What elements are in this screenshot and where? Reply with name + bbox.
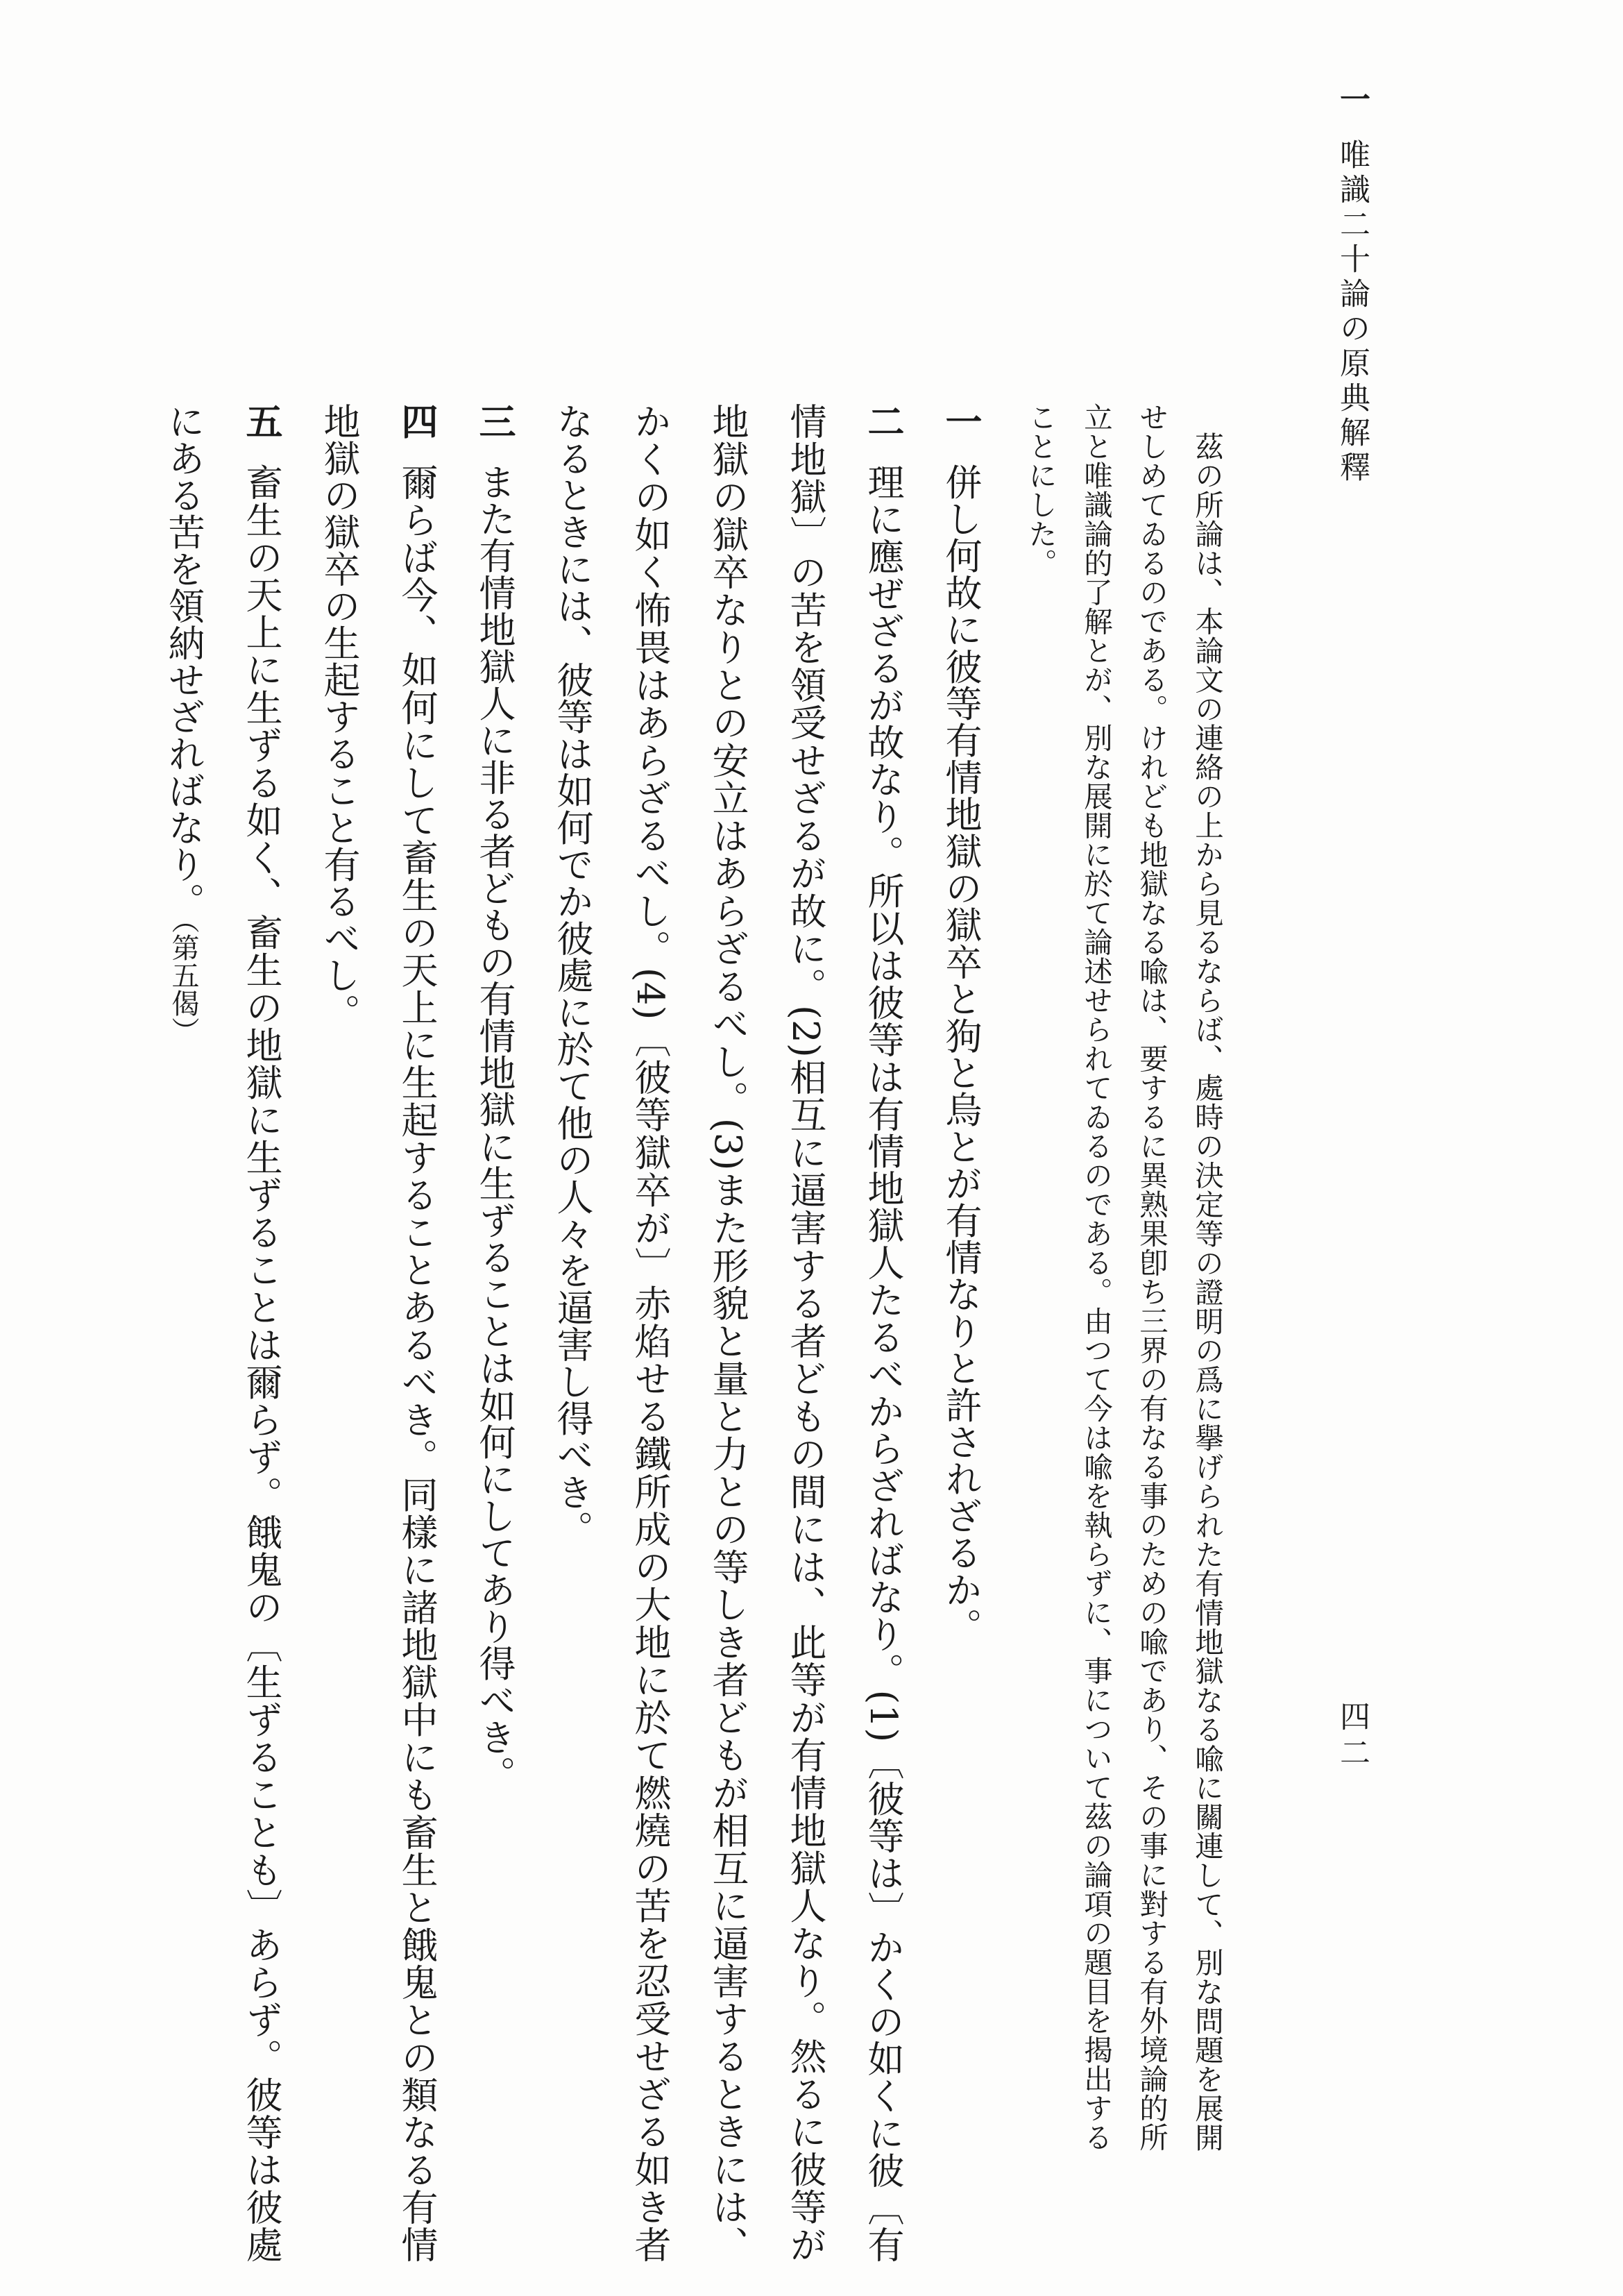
section-number: 三 (473, 403, 516, 440)
section-number: 五 (240, 403, 282, 440)
section-number: 一 (940, 403, 982, 440)
page-number: 四二 (1334, 1700, 1370, 1773)
section-text: 畜生の天上に生ずる如く、畜生の地獄に生ずることは爾らず。餓鬼の〔生ずることも〕あらず。彼等は彼處にある苦を領納せざればなり。 (162, 403, 282, 2263)
chapter-title: 唯識二十論の原典解釋 (1334, 139, 1370, 486)
main-text (139, 403, 999, 2263)
intro-paragraph: 茲の所論は、本論文の連絡の上から見るならば、處時の決定等の證明の爲に擧げられた有情地獄なる喩に關連して、別な問題を展開せしめてゐるのである。けれども地獄なる喩は、要するに異熟果卽ち三界の有なる事のための喩であり、その事に對する有外境論的所立と唯識論的了解とが、別な展開に於て論述せられてゐるのである。由つて今は喩を執らずに、事について茲の論項の題目を揭出することにした。 (1023, 403, 1224, 2152)
chapter-number: 一 (1334, 83, 1370, 118)
verse-reference: （第五偈） (167, 919, 199, 1045)
section-1 (921, 403, 999, 2263)
section-5 (144, 403, 300, 2263)
section-text: 理に應ぜざるが故なり。所以は彼等は有情地獄人たるべからざればなり。(1)〔彼等は〕かくの如くに彼〔有情地獄〕の苦を領受せざるが故に。(2)相互に逼害する者どもの間には、此等が有情地獄人なり。然るに彼等が地獄の獄卒なりとの安立はあらざるべし。(3)また形貌と量と力との等しき者どもが相互に逼害するときには、かくの如く怖畏はあらざるべし。(4)〔彼等獄卒が〕赤焰せる鐵所成の大地に於て燃燒の苦を忍受せざる如き者なるときには、彼等は如何でか彼處に於て他の人々を逼害し得べき。 (551, 403, 904, 2263)
section-text: 爾らば今、如何にして畜生の天上に生起することあるべき。同樣に諸地獄中にも畜生と餓鬼との類なる有情地獄の獄卒の生起すること有るべし。 (318, 403, 438, 2263)
section-3 (455, 403, 533, 2263)
section-4 (300, 403, 455, 2263)
section-number: 四 (396, 403, 438, 440)
section-text: 併し何故に彼等有情地獄の獄卒と狗と烏とが有情なりと許されざるか。 (940, 463, 982, 1645)
section-number: 二 (862, 403, 904, 440)
running-head (1318, 83, 1374, 1471)
section-2 (533, 403, 921, 2263)
section-text: また有情地獄人に非る者どもの有情地獄に生ずることは如何にしてあり得べき。 (473, 463, 516, 1793)
